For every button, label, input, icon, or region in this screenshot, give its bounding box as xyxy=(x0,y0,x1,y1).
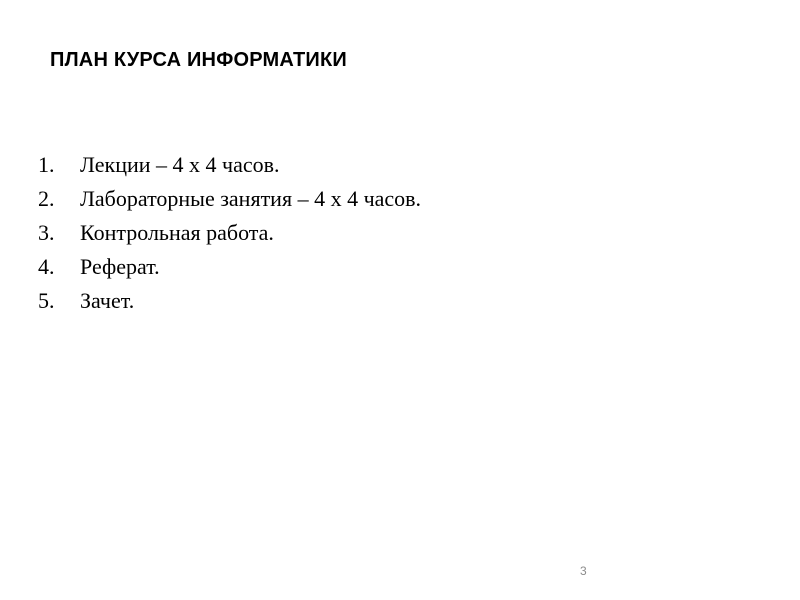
page-number: 3 xyxy=(580,564,587,578)
list-item-text: Зачет. xyxy=(80,288,135,313)
list-item-text: Контрольная работа. xyxy=(80,220,274,245)
list-item-number: 4. xyxy=(38,254,55,279)
list-item-number: 1. xyxy=(38,152,55,177)
list-item-text: Лабораторные занятия – 4 х 4 часов. xyxy=(80,186,422,211)
list-item-text: Реферат. xyxy=(80,254,160,279)
list-item xyxy=(38,182,421,216)
list-item xyxy=(38,148,421,182)
list-item xyxy=(38,284,421,318)
list-item xyxy=(38,216,421,250)
list-item-number: 3. xyxy=(38,220,55,245)
course-plan-list xyxy=(38,148,421,318)
list-item-number: 2. xyxy=(38,186,55,211)
list-item-number: 5. xyxy=(38,288,55,313)
slide-title: ПЛАН КУРСА ИНФОРМАТИКИ xyxy=(50,49,347,71)
list-item xyxy=(38,250,421,284)
list-item-text: Лекции – 4 х 4 часов. xyxy=(80,152,280,177)
